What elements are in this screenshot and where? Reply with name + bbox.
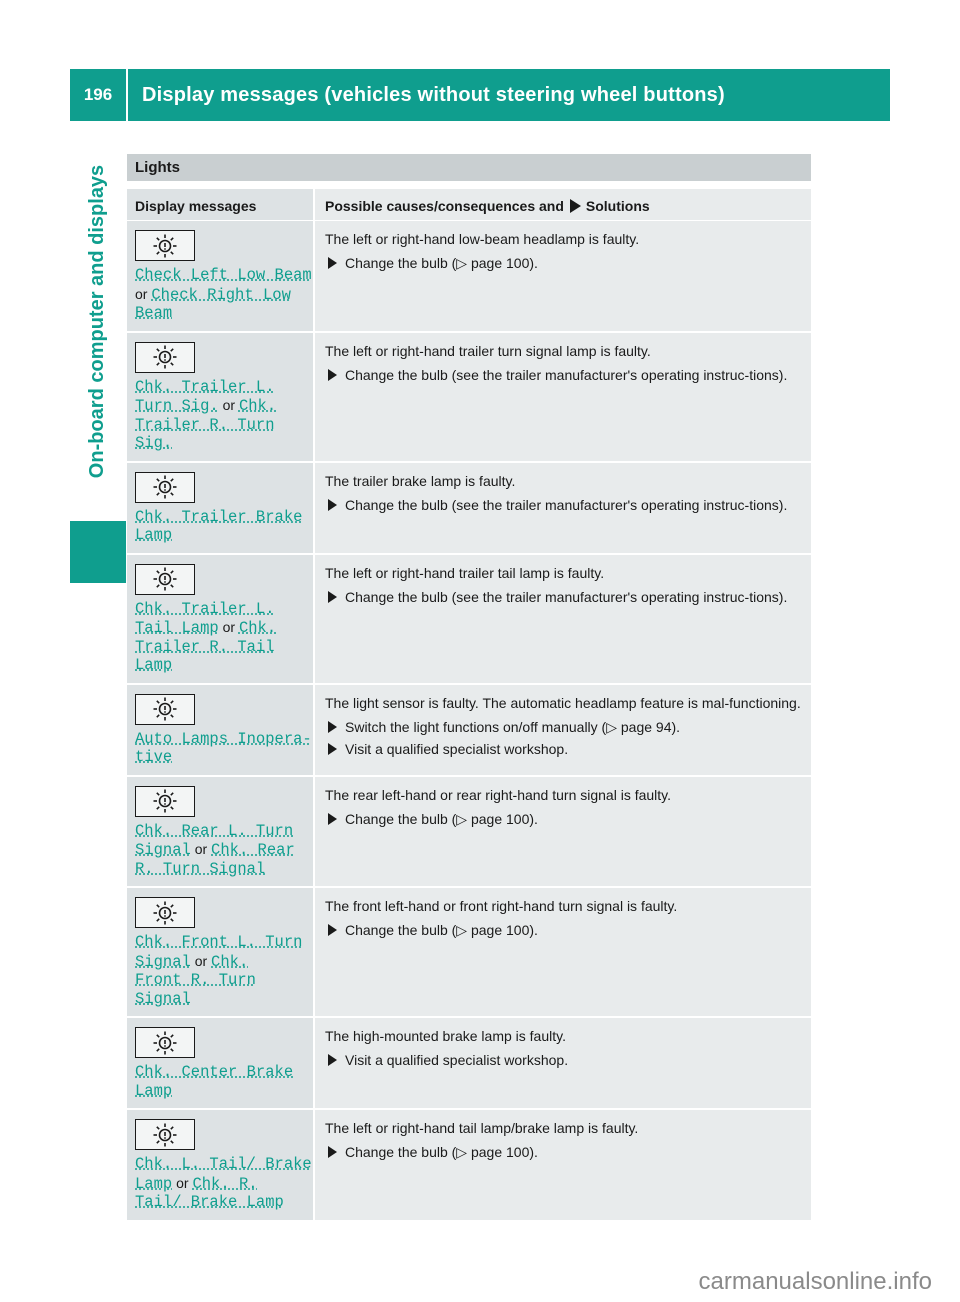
lamp-fault-icon [135, 694, 195, 725]
cause-text: The trailer brake lamp is faulty. [325, 472, 516, 489]
or-text: or [190, 841, 212, 857]
message-cell [127, 1018, 313, 1108]
column-header-messages: Display messages [127, 189, 313, 220]
cause-cell [315, 463, 811, 553]
solution-text: Change the bulb (▷ page 100). [345, 1144, 538, 1160]
solution-text: Change the bulb (▷ page 100). [345, 810, 538, 827]
cause-cell [315, 685, 811, 775]
message-text: Lamp [135, 1174, 173, 1193]
solution-step [325, 719, 803, 736]
message-text: Signal [135, 841, 191, 859]
chapter-tab [70, 121, 126, 586]
message-text: Chk. Front L. Turn [135, 933, 303, 951]
message-text: tive [135, 748, 173, 766]
lamp-fault-icon [135, 342, 195, 373]
page-header [70, 69, 890, 121]
message-cell [127, 1110, 313, 1220]
lamp-fault-icon [135, 1027, 195, 1058]
lamp-fault-icon [135, 1119, 195, 1150]
step-arrow-icon [328, 924, 337, 936]
table-row [127, 777, 811, 887]
cause-cell [315, 888, 811, 1016]
message-text: Chk. Rear [211, 841, 295, 859]
display-message [135, 266, 313, 323]
lamp-fault-icon [135, 786, 195, 817]
solution-step [325, 255, 803, 272]
solution-step [325, 367, 803, 384]
message-text: Tail Lamp [135, 619, 219, 637]
message-text: Chk. Rear L. Turn [135, 821, 294, 840]
message-text: Chk. [211, 952, 249, 971]
table-row [127, 221, 811, 331]
chapter-marker [70, 521, 126, 583]
message-text: Chk. Center Brake [135, 1063, 294, 1081]
table-row [127, 1110, 811, 1220]
table-row [127, 333, 811, 461]
cause-cell [315, 1018, 811, 1108]
message-text: Trailer R. Turn Sig. [135, 415, 275, 452]
cause-cell [315, 555, 811, 683]
table-body [127, 221, 811, 1220]
section-title: Lights [127, 154, 811, 181]
lamp-fault-icon [135, 472, 195, 503]
cause-cell [315, 221, 811, 331]
step-arrow-icon [328, 743, 337, 755]
message-text: Chk. Trailer L. [135, 599, 275, 618]
step-arrow-icon [328, 257, 337, 269]
message-cell [127, 221, 313, 331]
message-text: Chk. L. Tail/ Brake [135, 1155, 312, 1173]
solutions-label: Solutions [585, 198, 650, 214]
cause-cell [315, 777, 811, 887]
message-cell [127, 777, 313, 887]
solution-step [325, 1144, 803, 1161]
message-text: R. Turn Signal [135, 859, 266, 878]
message-text: Tail/ Brake Lamp [135, 1193, 284, 1211]
display-message [135, 508, 313, 545]
display-message [135, 730, 313, 767]
message-text: Beam [135, 304, 173, 322]
message-cell [127, 463, 313, 553]
lamp-fault-icon [135, 897, 195, 928]
solution-text: Change the bulb (▷ page 100). [345, 922, 538, 938]
solution-step [325, 922, 803, 939]
cause-cell [315, 333, 811, 461]
lights-table [127, 154, 811, 1222]
cause-text: The high-mounted brake lamp is faulty. [325, 1028, 566, 1044]
message-text: Chk. Trailer L. [135, 377, 275, 396]
step-arrow-icon [328, 813, 337, 825]
table-row [127, 1018, 811, 1108]
lamp-fault-icon [135, 564, 195, 595]
message-cell [127, 555, 313, 683]
message-text: Lamp [135, 1081, 173, 1100]
step-arrow-icon [328, 591, 337, 603]
display-message [135, 822, 313, 879]
message-cell [127, 333, 313, 461]
message-text: Signal [135, 952, 191, 971]
solution-text: Change the bulb (see the trailer manufacturer's operating instruc-tions). [345, 496, 788, 513]
step-arrow-icon [328, 721, 337, 733]
message-text: Lamp [135, 526, 173, 544]
or-text: or [135, 285, 152, 302]
step-arrow-icon [328, 1054, 337, 1066]
message-cell [127, 685, 313, 775]
solution-text: Visit a qualified specialist workshop. [345, 740, 569, 757]
solution-text: Visit a qualified specialist workshop. [345, 1052, 569, 1068]
message-cell [127, 888, 313, 1016]
step-arrow-icon [328, 499, 337, 511]
cause-text: The left or right-hand tail lamp/brake lamp is faulty. [325, 1120, 639, 1136]
table-row [127, 888, 811, 1016]
step-arrow-icon [328, 1146, 337, 1158]
lamp-fault-icon [135, 230, 195, 261]
message-text: Front R. Turn Signal [135, 971, 256, 1008]
solution-text: Change the bulb (▷ page 100). [345, 255, 538, 271]
table-header [127, 189, 811, 220]
message-text: Chk. R. [192, 1174, 258, 1193]
column-header-causes [315, 189, 811, 220]
cause-text: The left or right-hand low-beam headlamp is faulty. [325, 231, 640, 247]
table-row [127, 555, 811, 683]
table-row [127, 685, 811, 775]
solution-text: Change the bulb (see the trailer manufacturer's operating instruc-tions). [345, 366, 788, 383]
or-text: or [218, 397, 239, 413]
display-message [135, 378, 313, 453]
solution-step [325, 811, 803, 828]
solution-step [325, 589, 803, 606]
solution-arrow-icon [570, 199, 581, 213]
page-number: 196 [70, 69, 128, 121]
solution-text: Change the bulb (see the trailer manufacturer's operating instruc-tions). [345, 588, 788, 605]
cause-text: The rear left-hand or rear right-hand turn signal is faulty. [325, 786, 672, 803]
chapter-label: On-board computer and displays [86, 164, 109, 478]
display-message [135, 1063, 313, 1100]
table-row [127, 463, 811, 553]
cause-text: The left or right-hand trailer turn signal lamp is faulty. [325, 342, 651, 359]
cause-text: The front left-hand or front right-hand turn signal is faulty. [325, 898, 678, 914]
display-message [135, 1155, 313, 1212]
step-arrow-icon [328, 369, 337, 381]
display-message [135, 933, 313, 1008]
or-text: or [190, 952, 212, 969]
cause-text: The left or right-hand trailer tail lamp is faulty. [325, 564, 605, 581]
page-title: Display messages (vehicles without steering wheel buttons) [142, 83, 725, 106]
message-text: Chk. [238, 397, 277, 415]
or-text: or [172, 1174, 193, 1191]
causes-label: Possible causes/consequences and [325, 198, 564, 214]
solution-step [325, 1052, 803, 1069]
message-text: Turn Sig. [135, 397, 219, 415]
message-text: Auto Lamps Inopera‐ [135, 729, 312, 748]
message-text: Check Right Low [151, 285, 291, 304]
solution-step [325, 741, 803, 758]
message-text: Trailer R. Tail Lamp [135, 637, 275, 674]
or-text: or [218, 619, 239, 635]
message-text: Check Left Low Beam [135, 266, 312, 284]
watermark: carmanualsonline.info [698, 1268, 932, 1295]
solution-step [325, 497, 803, 514]
cause-text: The light sensor is faulty. The automatic headlamp feature is mal-functioning. [325, 694, 801, 711]
message-text: Chk. Trailer Brake [135, 507, 303, 526]
display-message [135, 600, 313, 675]
cause-cell [315, 1110, 811, 1220]
solution-text: Switch the light functions on/off manually (▷ page 94). [345, 718, 681, 735]
message-text: Chk. [238, 619, 277, 637]
